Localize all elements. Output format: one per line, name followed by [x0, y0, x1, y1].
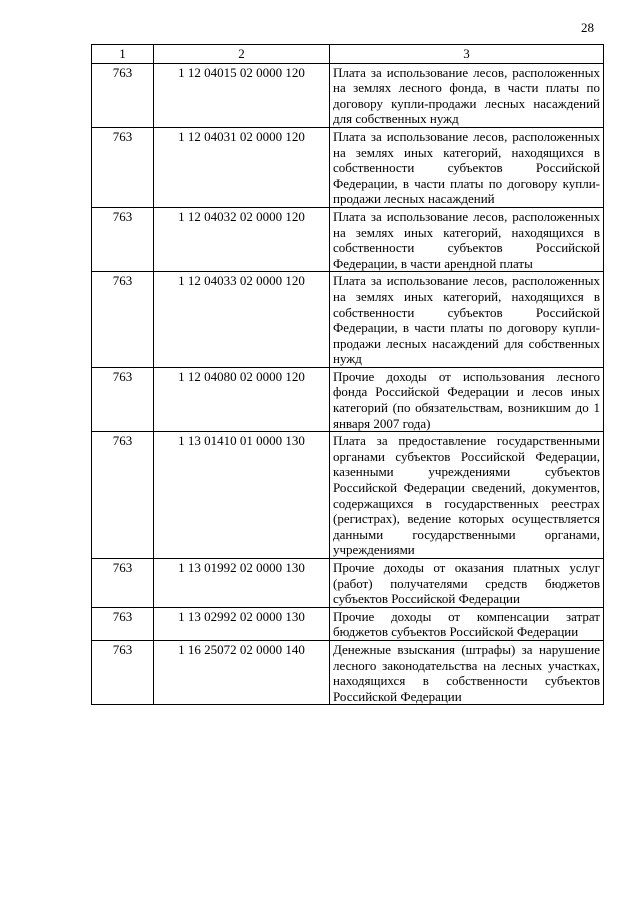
table-row	[92, 640, 604, 704]
budget-code-cell: 1 12 04033 02 0000 120	[154, 272, 330, 368]
budget-code-cell: 1 12 04032 02 0000 120	[154, 207, 330, 271]
table-row	[92, 63, 604, 127]
budget-code-cell: 1 12 04015 02 0000 120	[154, 63, 330, 127]
budget-code-cell: 1 13 01410 01 0000 130	[154, 432, 330, 559]
table-row	[92, 207, 604, 271]
admin-code-cell: 763	[92, 640, 154, 704]
admin-code-cell: 763	[92, 367, 154, 431]
page-number: 28	[581, 20, 594, 35]
budget-code-cell: 1 12 04080 02 0000 120	[154, 367, 330, 431]
income-codes-table	[91, 44, 604, 705]
income-description-cell: Плата за использование лесов, расположенных на землях иных категорий, находящихся в собственности субъектов Российской Федерации, в части арендной платы	[330, 207, 604, 271]
table-row	[92, 607, 604, 640]
income-description-cell: Плата за использование лесов, расположенных на землях иных категорий, находящихся в собственности субъектов Российской Федерации, в части платы по договору купли-продажи лесных насаждений	[330, 127, 604, 207]
admin-code-cell: 763	[92, 272, 154, 368]
table-row	[92, 432, 604, 559]
income-description-cell: Прочие доходы от оказания платных услуг (работ) получателями средств бюджетов субъектов Российской Федерации	[330, 559, 604, 608]
income-description-cell: Прочие доходы от компенсации затрат бюджетов субъектов Российской Федерации	[330, 607, 604, 640]
table-row	[92, 127, 604, 207]
admin-code-cell: 763	[92, 432, 154, 559]
table-header-row	[92, 45, 604, 64]
budget-code-cell: 1 16 25072 02 0000 140	[154, 640, 330, 704]
admin-code-cell: 763	[92, 127, 154, 207]
income-description-cell: Плата за предоставление государственными органами субъектов Российской Федерации, казенными учреждениями субъектов Российской Федерации сведений, документов, содержащихся в государственных реестрах (регистрах), ведение которых осуществляется данными государственными органами, учреждениями	[330, 432, 604, 559]
budget-code-cell: 1 13 02992 02 0000 130	[154, 607, 330, 640]
budget-code-cell: 1 13 01992 02 0000 130	[154, 559, 330, 608]
income-description-cell: Денежные взыскания (штрафы) за нарушение лесного законодательства на лесных участках, находящихся в собственности субъектов Российской Федерации	[330, 640, 604, 704]
table-row	[92, 367, 604, 431]
table-row	[92, 559, 604, 608]
header-col-1: 1	[92, 45, 154, 64]
admin-code-cell: 763	[92, 607, 154, 640]
header-col-3: 3	[330, 45, 604, 64]
admin-code-cell: 763	[92, 207, 154, 271]
admin-code-cell: 763	[92, 559, 154, 608]
budget-code-cell: 1 12 04031 02 0000 120	[154, 127, 330, 207]
header-col-2: 2	[154, 45, 330, 64]
table-row	[92, 272, 604, 368]
income-description-cell: Прочие доходы от использования лесного фонда Российской Федерации и лесов иных категорий (по обязательствам, возникшим до 1 января 2007 года)	[330, 367, 604, 431]
income-description-cell: Плата за использование лесов, расположенных на землях иных категорий, находящихся в собственности субъектов Российской Федерации, в части платы по договору купли-продажи лесных насаждений для собственных нужд	[330, 272, 604, 368]
income-description-cell: Плата за использование лесов, расположенных на землях лесного фонда, в части платы по договору купли-продажи лесных насаждений для собственных нужд	[330, 63, 604, 127]
admin-code-cell: 763	[92, 63, 154, 127]
